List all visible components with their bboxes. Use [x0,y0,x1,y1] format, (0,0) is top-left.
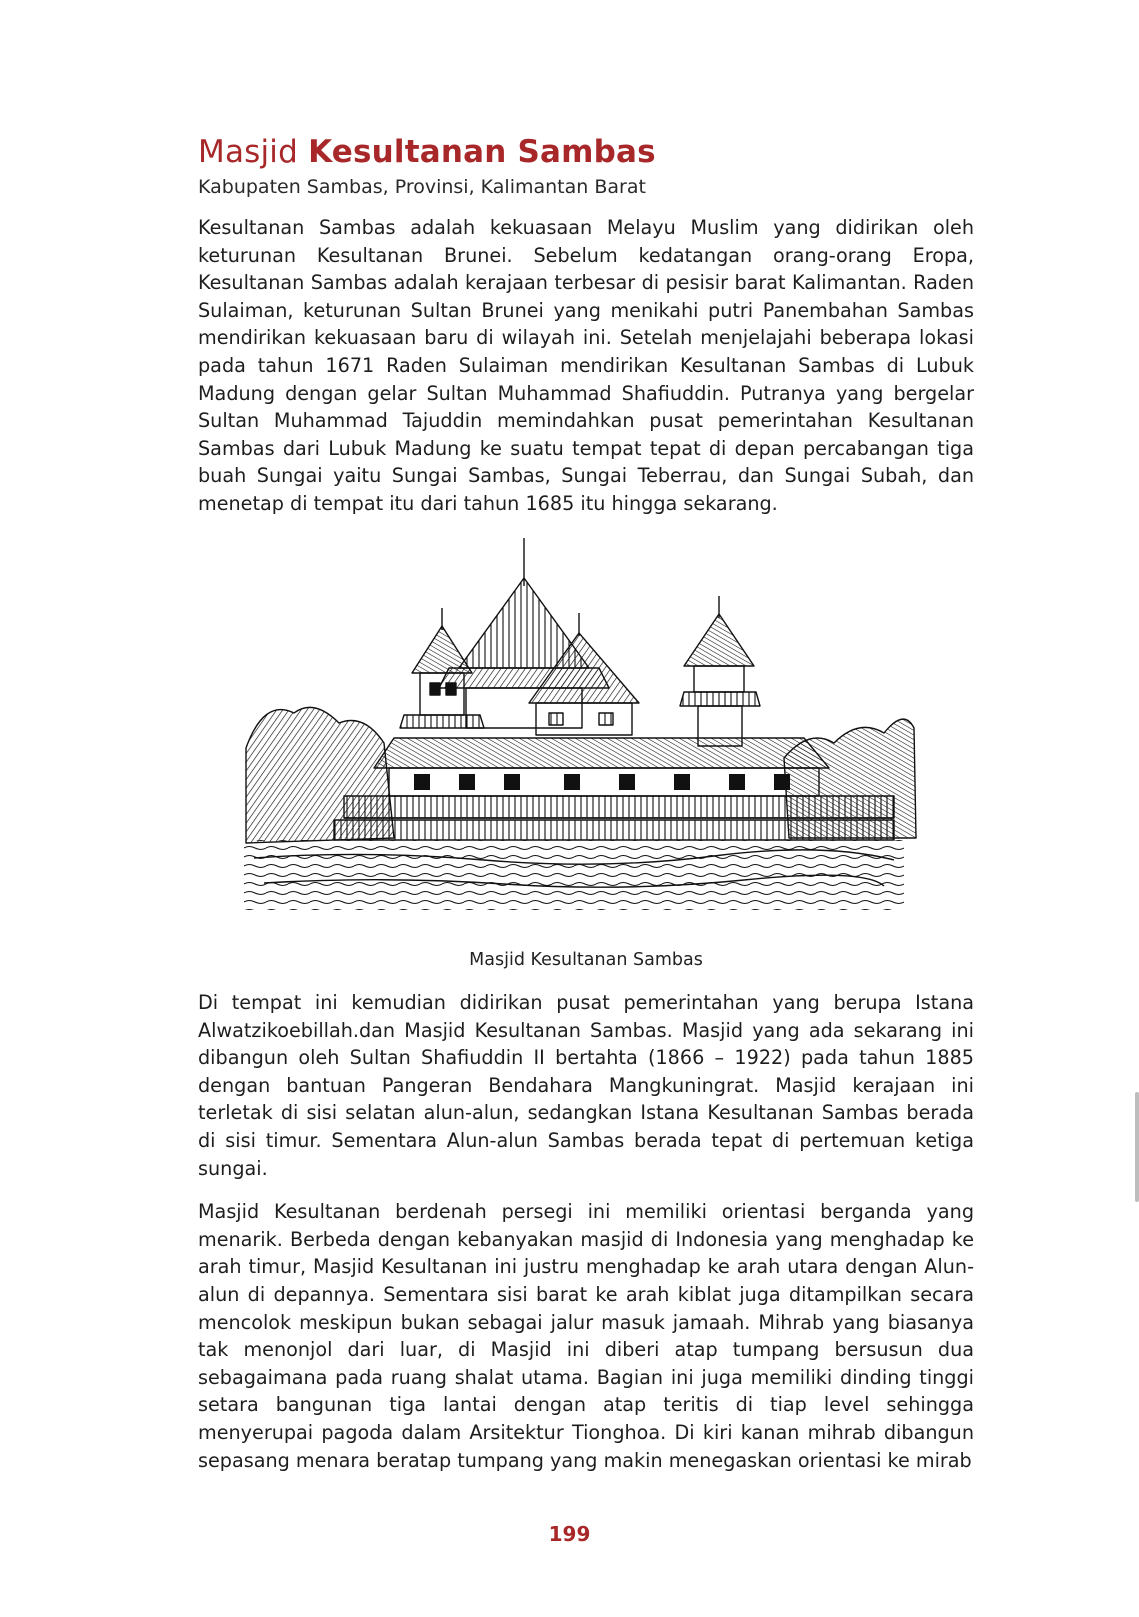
body-paragraph-2: Masjid Kesultanan berdenah persegi ini memiliki orientasi berganda yang menarik. Berbeda dengan kebanyakan masjid di Indonesia yang menghadap ke arah timur, Masjid Kesultanan ini justru menghadap ke arah utara dengan Alun-alun di depannya. Sementara sisi barat ke arah kiblat juga ditampilkan secara mencolok meskipun bukan sebagai jalur masuk jamaah. Mihrab yang biasanya tak menonjol dari luar, di Masjid ini diberi atap tumpang bersusun dua sebagaimana pada ruang shalat utama. Bagian ini juga memiliki dinding tinggi setara bangunan tiga lantai dengan atap teritis di tiap level sehingga menyerupai pagoda dalam Arsitektur Tionghoa. Di kiri kanan mihrab dibangun sepasang menara beratap tumpang yang makin menegaskan orientasi ke mirab [198,1200,974,1472]
top-section [198,132,974,518]
mosque-sketch-illustration [244,538,924,938]
page-number: 199 [548,1522,591,1546]
page-subtitle: Kabupaten Sambas, Provinsi, Kalimantan Barat [198,176,646,198]
title-regular: Masjid [198,134,298,170]
title-bold: Kesultanan Sambas [308,134,656,170]
body-paragraph-1: Di tempat ini kemudian didirikan pusat pemerintahan yang berupa Istana Alwatzikoebillah.dan Masjid Kesultanan Sambas. Masjid yang ada sekarang ini dibangun oleh Sultan Shafiuddin II bertahta (1866 – 1922) pada tahun 1885 dengan bantuan Pangeran Bendahara Mangkuningrat. Masjid kerajaan ini terletak di sisi selatan alun-alun, sedangkan Istana Kesultanan Sambas berada di sisi timur. Sementara Alun-alun Sambas berada tepat di pertemuan ketiga sungai. [198,991,974,1180]
figure-caption: Masjid Kesultanan Sambas [469,950,703,970]
bottom-section [198,989,974,1474]
intro-paragraph: Kesultanan Sambas adalah kekuasaan Melayu Muslim yang didirikan oleh keturunan Kesultanan Brunei. Sebelum kedatangan orang-orang Eropa, Kesultanan Sambas adalah kerajaan terbesar di pesisir barat Kalimantan. Raden Sulaiman, keturunan Sultan Brunei yang menikahi putri Panembahan Sambas mendirikan kekuasaan baru di wilayah ini. Setelah menjelajahi beberapa lokasi pada tahun 1671 Raden Sulaiman mendirikan Kesultanan Sambas di Lubuk Madung dengan gelar Sultan Muhammad Shafiuddin. Putranya yang bergelar Sultan Muhammad Tajuddin memindahkan pusat pemerintahan Kesultanan Sambas dari Lubuk Madung ke suatu tempat tepat di depan percabangan tiga buah Sungai yaitu Sungai Sambas, Sungai Teberrau, dan Sungai Subah, dan menetap di tempat itu dari tahun 1685 itu hingga sekarang. [198,216,974,515]
page-title [198,132,974,172]
scrollbar-thumb[interactable] [1135,1092,1139,1202]
